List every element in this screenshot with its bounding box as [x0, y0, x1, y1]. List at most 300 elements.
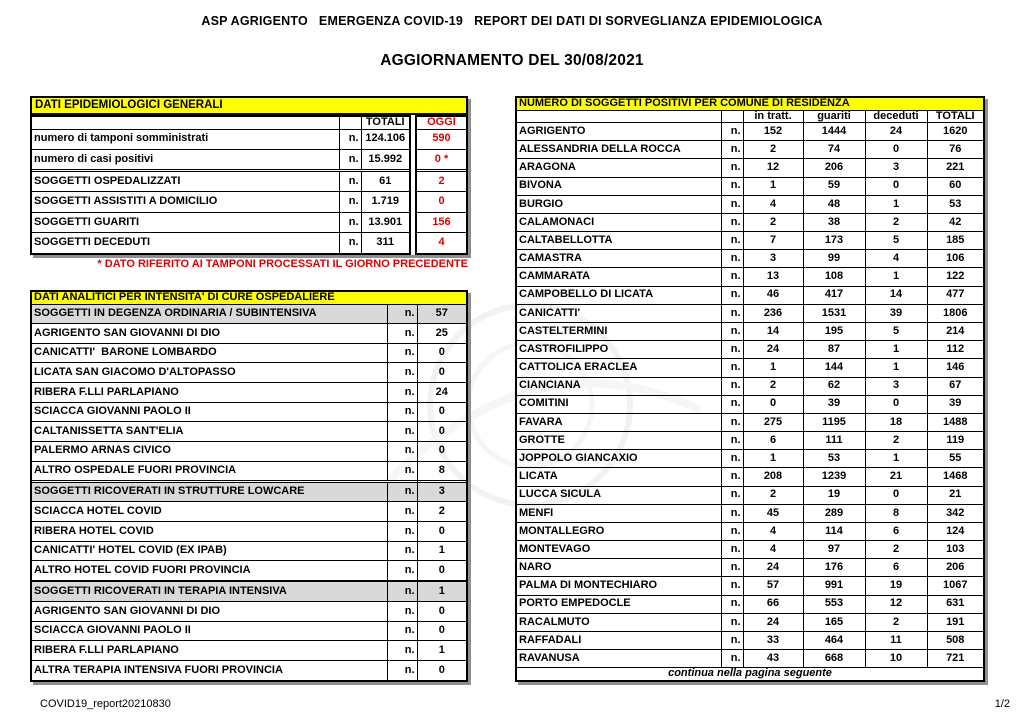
empty-cell: [339, 116, 361, 129]
guariti-value: 59: [803, 177, 865, 195]
epidemiological-table-body: [30, 115, 468, 255]
row-label: RIBERA F.LLI PARLAPIANO: [31, 383, 387, 403]
row-value: 3: [417, 482, 467, 502]
epidemiological-table-title: DATI EPIDEMIOLOGICI GENERALI: [30, 96, 468, 115]
guariti-value: 38: [803, 213, 865, 231]
column-header-totali: TOTALI: [927, 110, 984, 123]
row-totali-value: 61: [361, 171, 410, 191]
column-header-guariti: guariti: [803, 110, 865, 123]
totali-value: 76: [927, 141, 984, 159]
guariti-value: 1531: [803, 304, 865, 322]
totali-value: 1468: [927, 468, 984, 486]
in-tratt-value: 66: [743, 595, 803, 613]
deceduti-value: 5: [865, 232, 927, 250]
row-label: SCIACCA GIOVANNI PAOLO II: [31, 402, 387, 422]
row-n-label: n.: [387, 561, 417, 581]
table-row: [31, 129, 410, 149]
row-label: CANICATTI' HOTEL COVID (EX IPAB): [31, 541, 387, 561]
row-label: ALTRA TERAPIA INTENSIVA FUORI PROVINCIA: [31, 660, 387, 681]
row-n-label: n.: [721, 595, 743, 613]
in-tratt-value: 4: [743, 195, 803, 213]
totali-value: 60: [927, 177, 984, 195]
row-n-label: n.: [387, 422, 417, 442]
deceduti-value: 3: [865, 159, 927, 177]
comune-name: FAVARA: [516, 413, 721, 431]
row-value: 25: [417, 324, 467, 344]
epidemiological-table-main: [30, 115, 411, 255]
subtotal-row: [31, 482, 467, 502]
table-row: [31, 192, 410, 212]
comune-name: CAMPOBELLO DI LICATA: [516, 286, 721, 304]
guariti-value: 553: [803, 595, 865, 613]
in-tratt-value: 208: [743, 468, 803, 486]
table-row: [31, 363, 467, 383]
comune-name: ARAGONA: [516, 159, 721, 177]
row-n-label: n.: [721, 395, 743, 413]
deceduti-value: 2: [865, 541, 927, 559]
row-label: SOGGETTI OSPEDALIZZATI: [31, 171, 339, 191]
row-totali-value: 13.901: [361, 212, 410, 232]
deceduti-value: 0: [865, 395, 927, 413]
in-tratt-value: 46: [743, 286, 803, 304]
table-row: [31, 502, 467, 522]
guariti-value: 74: [803, 141, 865, 159]
guariti-value: 195: [803, 322, 865, 340]
row-n-label: n.: [721, 341, 743, 359]
deceduti-value: 3: [865, 377, 927, 395]
header-row: [416, 116, 467, 129]
row-value: 0: [417, 660, 467, 681]
comune-name: RAFFADALI: [516, 631, 721, 649]
totali-value: 112: [927, 341, 984, 359]
row-n-label: n.: [339, 129, 361, 149]
table-row: [31, 422, 467, 442]
row-n-label: n.: [387, 502, 417, 522]
row-totali-value: 124.106: [361, 129, 410, 149]
row-n-label: n.: [721, 577, 743, 595]
guariti-value: 87: [803, 341, 865, 359]
table-row: [516, 195, 984, 213]
guariti-value: 114: [803, 522, 865, 540]
row-totali-value: 311: [361, 233, 410, 254]
table-row: [516, 504, 984, 522]
row-n-label: n.: [387, 602, 417, 622]
row-n-label: n.: [721, 286, 743, 304]
totali-value: 124: [927, 522, 984, 540]
comuni-table-title: NUMERO DI SOGGETTI POSITIVI PER COMUNE DI RESIDENZA: [516, 97, 984, 110]
deceduti-value: 18: [865, 413, 927, 431]
row-label: AGRIGENTO SAN GIOVANNI DI DIO: [31, 602, 387, 622]
comune-name: MONTEVAGO: [516, 541, 721, 559]
comune-name: AGRIGENTO: [516, 123, 721, 141]
guariti-value: 144: [803, 359, 865, 377]
row-value: 57: [417, 304, 467, 324]
deceduti-value: 10: [865, 650, 927, 668]
row-n-label: n.: [721, 559, 743, 577]
guariti-value: 97: [803, 541, 865, 559]
table-row: [516, 286, 984, 304]
row-n-label: n.: [721, 359, 743, 377]
comune-name: CAMASTRA: [516, 250, 721, 268]
row-label: SOGGETTI IN DEGENZA ORDINARIA / SUBINTENSIVA: [31, 304, 387, 324]
in-tratt-value: 24: [743, 613, 803, 631]
comune-name: PORTO EMPEDOCLE: [516, 595, 721, 613]
row-n-label: n.: [721, 141, 743, 159]
guariti-value: 173: [803, 232, 865, 250]
in-tratt-value: 57: [743, 577, 803, 595]
guariti-value: 206: [803, 159, 865, 177]
in-tratt-value: 6: [743, 432, 803, 450]
footer-page-number: 1/2: [994, 698, 1010, 710]
row-n-label: n.: [339, 149, 361, 169]
table-row: [516, 432, 984, 450]
row-value: 1: [417, 582, 467, 602]
deceduti-value: 4: [865, 250, 927, 268]
epidemiological-table-oggi: [415, 115, 468, 255]
guariti-value: 289: [803, 504, 865, 522]
row-label: RIBERA HOTEL COVID: [31, 521, 387, 541]
row-n-label: n.: [721, 631, 743, 649]
in-tratt-value: 7: [743, 232, 803, 250]
deceduti-value: 8: [865, 504, 927, 522]
row-n-label: n.: [721, 541, 743, 559]
totali-value: 1620: [927, 123, 984, 141]
row-value: 2: [417, 502, 467, 522]
row-n-label: n.: [721, 268, 743, 286]
guariti-value: 108: [803, 268, 865, 286]
care-table-title: DATI ANALITICI PER INTENSITA' DI CURE OSPEDALIERE: [31, 291, 467, 304]
in-tratt-value: 13: [743, 268, 803, 286]
header-row: [31, 116, 410, 129]
row-label: AGRIGENTO SAN GIOVANNI DI DIO: [31, 324, 387, 344]
in-tratt-value: 14: [743, 322, 803, 340]
deceduti-value: 2: [865, 213, 927, 231]
guariti-value: 417: [803, 286, 865, 304]
in-tratt-value: 2: [743, 213, 803, 231]
totali-value: 42: [927, 213, 984, 231]
in-tratt-value: 2: [743, 486, 803, 504]
comune-name: CASTELTERMINI: [516, 322, 721, 340]
in-tratt-value: 2: [743, 141, 803, 159]
totali-value: 21: [927, 486, 984, 504]
row-label: RIBERA F.LLI PARLAPIANO: [31, 641, 387, 661]
row-n-label: n.: [387, 521, 417, 541]
in-tratt-value: 4: [743, 522, 803, 540]
totali-value: 39: [927, 395, 984, 413]
totali-value: 185: [927, 232, 984, 250]
row-value: 1: [417, 541, 467, 561]
in-tratt-value: 0: [743, 395, 803, 413]
row-n-label: n.: [339, 233, 361, 254]
column-header-totali: TOTALI: [361, 116, 410, 129]
deceduti-value: 11: [865, 631, 927, 649]
row-value: 0: [417, 621, 467, 641]
row-n-label: n.: [387, 461, 417, 481]
in-tratt-value: 275: [743, 413, 803, 431]
comune-name: BIVONA: [516, 177, 721, 195]
guariti-value: 1195: [803, 413, 865, 431]
row-n-label: n.: [721, 522, 743, 540]
row-n-label: n.: [721, 322, 743, 340]
row-value: 0: [417, 402, 467, 422]
table-row: [31, 621, 467, 641]
in-tratt-value: 236: [743, 304, 803, 322]
row-n-label: n.: [721, 159, 743, 177]
table-row: [31, 212, 410, 232]
table-row: [516, 595, 984, 613]
row-value: 1: [417, 641, 467, 661]
row-n-label: n.: [387, 343, 417, 363]
row-n-label: n.: [339, 212, 361, 232]
row-value: 0: [417, 343, 467, 363]
guariti-value: 991: [803, 577, 865, 595]
guariti-value: 99: [803, 250, 865, 268]
comune-name: PALMA DI MONTECHIARO: [516, 577, 721, 595]
comune-name: CALAMONACI: [516, 213, 721, 231]
row-n-label: n.: [721, 413, 743, 431]
row-oggi-value: 4: [416, 233, 467, 254]
row-value: 0: [417, 363, 467, 383]
table-row: [31, 641, 467, 661]
totali-value: 214: [927, 322, 984, 340]
table-row: [416, 192, 467, 212]
row-n-label: n.: [721, 232, 743, 250]
deceduti-value: 0: [865, 177, 927, 195]
deceduti-value: 1: [865, 450, 927, 468]
row-n-label: n.: [339, 192, 361, 212]
title-row: [516, 97, 984, 110]
row-n-label: n.: [387, 441, 417, 461]
totali-value: 721: [927, 650, 984, 668]
row-label: SOGGETTI RICOVERATI IN TERAPIA INTENSIVA: [31, 582, 387, 602]
left-column: [30, 96, 468, 676]
row-n-label: n.: [339, 171, 361, 191]
row-n-label: n.: [721, 613, 743, 631]
row-label: SOGGETTI GUARITI: [31, 212, 339, 232]
table-row: [416, 129, 467, 149]
row-label: SCIACCA GIOVANNI PAOLO II: [31, 621, 387, 641]
table-row: [516, 359, 984, 377]
guariti-value: 111: [803, 432, 865, 450]
row-oggi-value: 156: [416, 212, 467, 232]
guariti-value: 464: [803, 631, 865, 649]
in-tratt-value: 12: [743, 159, 803, 177]
row-n-label: n.: [387, 482, 417, 502]
totali-value: 53: [927, 195, 984, 213]
totali-value: 103: [927, 541, 984, 559]
table-row: [516, 268, 984, 286]
table-row: [516, 213, 984, 231]
totali-value: 221: [927, 159, 984, 177]
care-intensity-table: [30, 290, 468, 682]
totali-value: 55: [927, 450, 984, 468]
in-tratt-value: 24: [743, 341, 803, 359]
deceduti-value: 0: [865, 141, 927, 159]
row-totali-value: 1.719: [361, 192, 410, 212]
row-oggi-value: 2: [416, 171, 467, 191]
in-tratt-value: 2: [743, 377, 803, 395]
deceduti-value: 2: [865, 432, 927, 450]
row-value: 8: [417, 461, 467, 481]
footer-file-name: COVID19_report20210830: [40, 698, 171, 710]
table-row: [416, 149, 467, 169]
row-n-label: n.: [721, 195, 743, 213]
row-label: ALTRO HOTEL COVID FUORI PROVINCIA: [31, 561, 387, 581]
deceduti-value: 2: [865, 613, 927, 631]
table-row: [416, 212, 467, 232]
table-row: [516, 395, 984, 413]
row-n-label: n.: [387, 541, 417, 561]
comune-name: BURGIO: [516, 195, 721, 213]
row-n-label: n.: [721, 504, 743, 522]
table-row: [516, 522, 984, 540]
row-value: 0: [417, 602, 467, 622]
in-tratt-value: 152: [743, 123, 803, 141]
table-row: [516, 322, 984, 340]
row-oggi-value: 590: [416, 129, 467, 149]
row-label: PALERMO ARNAS CIVICO: [31, 441, 387, 461]
table-row: [31, 461, 467, 481]
deceduti-value: 6: [865, 559, 927, 577]
row-totali-value: 15.992: [361, 149, 410, 169]
report-subtitle: AGGIORNAMENTO DEL 30/08/2021: [380, 52, 644, 69]
totali-value: 1488: [927, 413, 984, 431]
row-n-label: n.: [721, 432, 743, 450]
row-n-label: n.: [387, 582, 417, 602]
totali-value: 146: [927, 359, 984, 377]
row-n-label: n.: [387, 324, 417, 344]
in-tratt-value: 1: [743, 359, 803, 377]
table-row: [31, 402, 467, 422]
column-header-deceduti: deceduti: [865, 110, 927, 123]
comune-name: LICATA: [516, 468, 721, 486]
totali-value: 206: [927, 559, 984, 577]
row-n-label: n.: [387, 621, 417, 641]
deceduti-value: 19: [865, 577, 927, 595]
table-row: [516, 159, 984, 177]
comune-name: CASTROFILIPPO: [516, 341, 721, 359]
subtotal-row: [31, 304, 467, 324]
row-n-label: n.: [721, 450, 743, 468]
guariti-value: 176: [803, 559, 865, 577]
row-value: 0: [417, 422, 467, 442]
in-tratt-value: 1: [743, 450, 803, 468]
table-row: [31, 233, 410, 254]
continuation-note: continua nella pagina seguente: [516, 668, 984, 681]
in-tratt-value: 33: [743, 631, 803, 649]
table-row: [516, 250, 984, 268]
table-row: [31, 441, 467, 461]
row-label: SOGGETTI DECEDUTI: [31, 233, 339, 254]
table-row: [31, 541, 467, 561]
table-row: [516, 377, 984, 395]
row-label: LICATA SAN GIACOMO D'ALTOPASSO: [31, 363, 387, 383]
row-n-label: n.: [721, 177, 743, 195]
comune-name: CALTABELLOTTA: [516, 232, 721, 250]
continuation-row: [516, 668, 984, 681]
table-row: [516, 486, 984, 504]
row-n-label: n.: [721, 213, 743, 231]
row-n-label: n.: [387, 383, 417, 403]
comuni-table: [515, 96, 985, 682]
deceduti-value: 1: [865, 359, 927, 377]
totali-value: 508: [927, 631, 984, 649]
table-row: [31, 149, 410, 169]
in-tratt-value: 4: [743, 541, 803, 559]
guariti-value: 53: [803, 450, 865, 468]
row-n-label: n.: [721, 123, 743, 141]
table-row: [31, 324, 467, 344]
in-tratt-value: 1: [743, 177, 803, 195]
report-title: ASP AGRIGENTO EMERGENZA COVID-19 REPORT DEI DATI DI SORVEGLIANZA EPIDEMIOLOGICA: [201, 14, 823, 28]
totali-value: 67: [927, 377, 984, 395]
in-tratt-value: 43: [743, 650, 803, 668]
comune-name: MENFI: [516, 504, 721, 522]
subtotal-row: [31, 582, 467, 602]
comune-name: CIANCIANA: [516, 377, 721, 395]
row-value: 24: [417, 383, 467, 403]
row-n-label: n.: [387, 402, 417, 422]
guariti-value: 165: [803, 613, 865, 631]
row-n-label: n.: [721, 377, 743, 395]
comune-name: RACALMUTO: [516, 613, 721, 631]
empty-cell: [516, 110, 721, 123]
comune-name: RAVANUSA: [516, 650, 721, 668]
column-header-oggi: OGGI: [416, 116, 467, 129]
comune-name: GROTTE: [516, 432, 721, 450]
row-value: 0: [417, 561, 467, 581]
comune-name: NARO: [516, 559, 721, 577]
totali-value: 342: [927, 504, 984, 522]
row-n-label: n.: [387, 641, 417, 661]
row-n-label: n.: [721, 486, 743, 504]
table-row: [516, 631, 984, 649]
empty-cell: [721, 110, 743, 123]
table-row: [516, 541, 984, 559]
totali-value: 631: [927, 595, 984, 613]
row-n-label: n.: [721, 250, 743, 268]
table-row: [31, 561, 467, 581]
totali-value: 106: [927, 250, 984, 268]
comune-name: JOPPOLO GIANCAXIO: [516, 450, 721, 468]
row-oggi-value: 0: [416, 192, 467, 212]
deceduti-value: 1: [865, 341, 927, 359]
column-header-in-tratt: in tratt.: [743, 110, 803, 123]
row-n-label: n.: [721, 468, 743, 486]
title-row: [31, 291, 467, 304]
table-row: [416, 171, 467, 191]
comune-name: LUCCA SICULA: [516, 486, 721, 504]
row-n-label: n.: [387, 363, 417, 383]
deceduti-value: 5: [865, 322, 927, 340]
table-row: [516, 177, 984, 195]
guariti-value: 1444: [803, 123, 865, 141]
row-label: numero di tamponi somministrati: [31, 129, 339, 149]
totali-value: 1806: [927, 304, 984, 322]
table-row: [516, 468, 984, 486]
footnote-tamponi: * DATO RIFERITO AI TAMPONI PROCESSATI IL GIORNO PRECEDENTE: [97, 258, 468, 270]
deceduti-value: 1: [865, 195, 927, 213]
row-value: 0: [417, 521, 467, 541]
comune-name: CANICATTI': [516, 304, 721, 322]
deceduti-value: 24: [865, 123, 927, 141]
row-label: SOGGETTI RICOVERATI IN STRUTTURE LOWCARE: [31, 482, 387, 502]
row-label: numero di casi positivi: [31, 149, 339, 169]
table-row: [516, 613, 984, 631]
deceduti-value: 21: [865, 468, 927, 486]
guariti-value: 1239: [803, 468, 865, 486]
comune-name: ALESSANDRIA DELLA ROCCA: [516, 141, 721, 159]
